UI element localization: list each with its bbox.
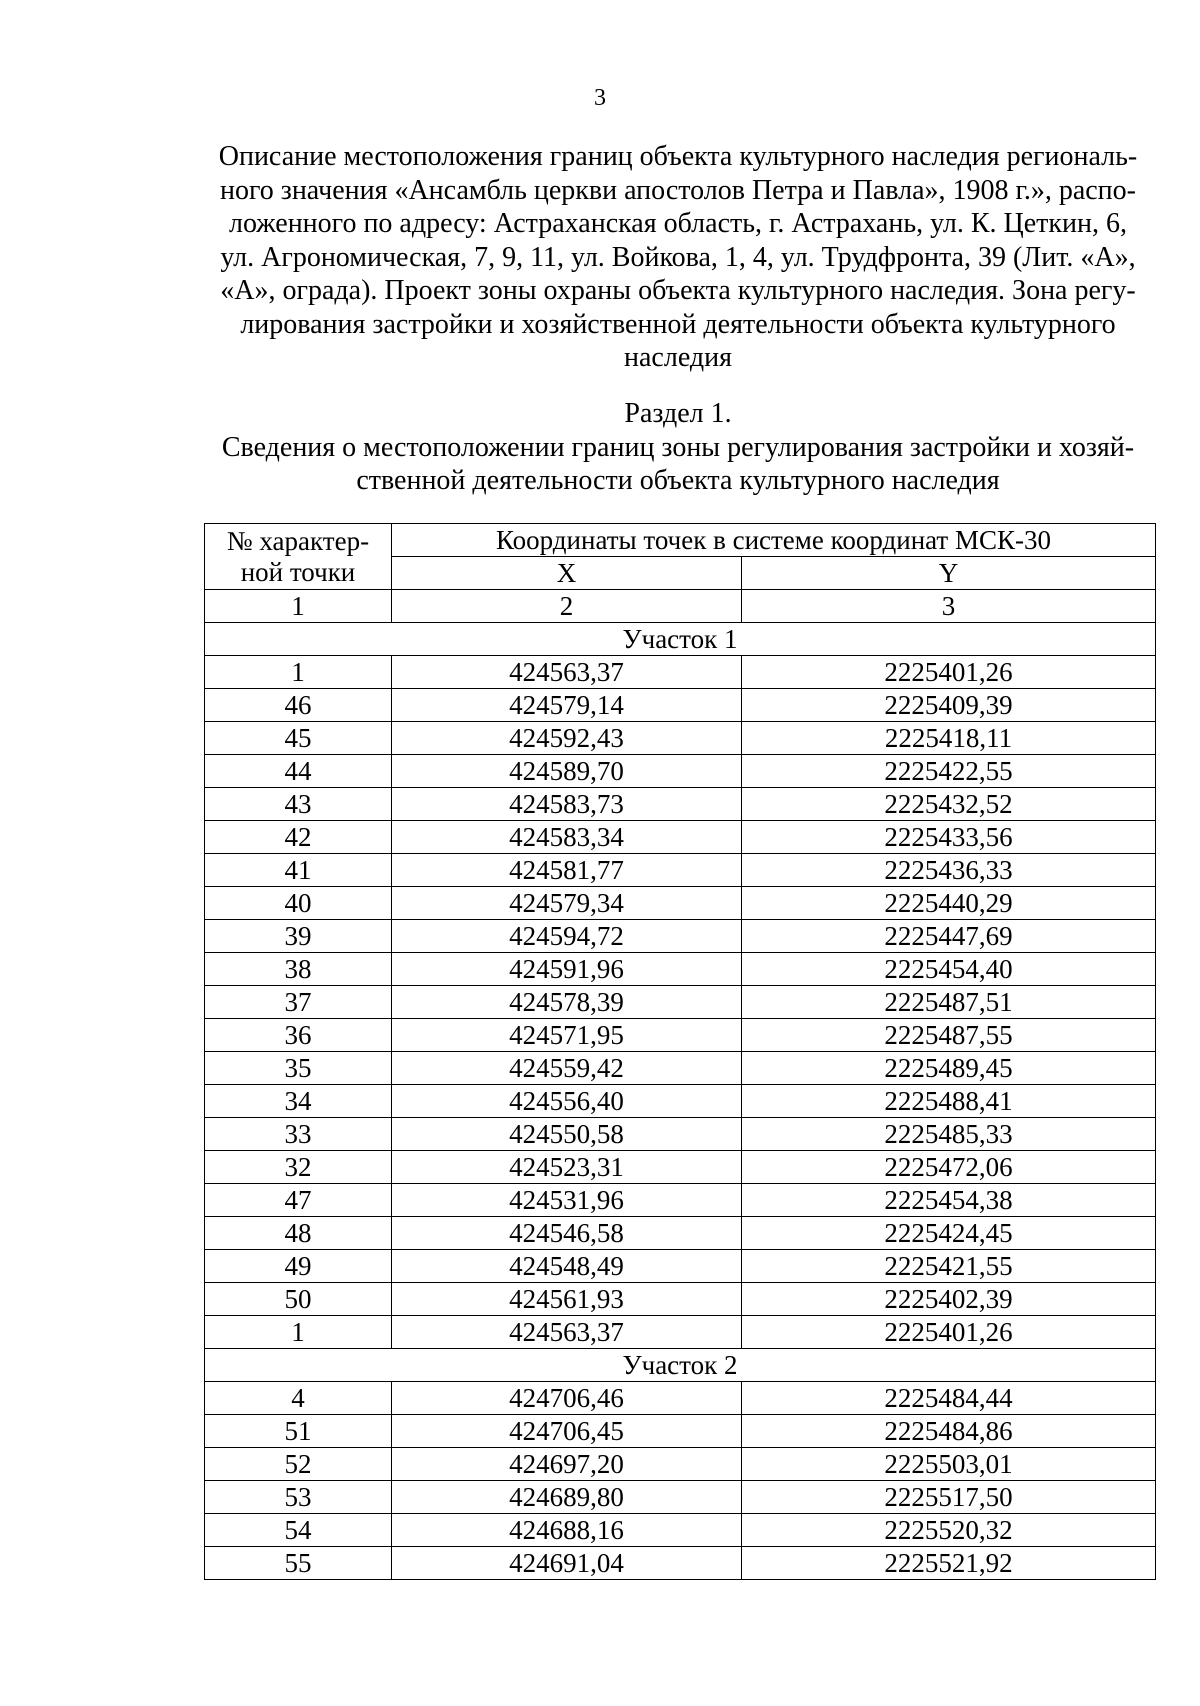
point-number-cell: 54 — [205, 1514, 392, 1547]
point-number-cell: 37 — [205, 986, 392, 1019]
table-row — [205, 788, 1156, 821]
y-coordinate-cell: 2225489,45 — [742, 1052, 1156, 1085]
y-coordinate-cell: 2225454,40 — [742, 953, 1156, 986]
y-coordinate-cell: 2225484,44 — [742, 1382, 1156, 1415]
y-coordinate-cell: 2225503,01 — [742, 1448, 1156, 1481]
header-point-line: № характер- — [226, 525, 370, 556]
x-coordinate-cell: 424579,14 — [392, 689, 742, 722]
y-coordinate-cell: 2225484,86 — [742, 1415, 1156, 1448]
point-number-cell: 40 — [205, 887, 392, 920]
y-coordinate-cell: 2225521,92 — [742, 1547, 1156, 1580]
y-coordinate-cell: 2225424,45 — [742, 1217, 1156, 1250]
table-row — [205, 1085, 1156, 1118]
x-coordinate-cell: 424531,96 — [392, 1184, 742, 1217]
description-line: ного значения «Ансамбль церкви апостолов Петра и Павла», 1908 г.», распо- — [219, 174, 1136, 206]
x-coordinate-cell: 424546,58 — [392, 1217, 742, 1250]
point-number-cell: 55 — [205, 1547, 392, 1580]
table-row — [205, 1481, 1156, 1514]
description-line: Описание местоположения границ объекта культурного наследия региональ- — [218, 141, 1138, 172]
y-coordinate-cell: 2225520,32 — [742, 1514, 1156, 1547]
section-title: Участок 2 — [205, 1349, 1156, 1382]
description-line: ложенного по адресу: Астраханская область, г. Астрахань, ул. К. Цеткин, 6, — [229, 208, 1127, 239]
table-row — [205, 656, 1156, 689]
point-number-cell: 44 — [205, 755, 392, 788]
point-number-cell: 39 — [205, 920, 392, 953]
table-row — [205, 1514, 1156, 1547]
x-coordinate-cell: 424561,93 — [392, 1283, 742, 1316]
table-row — [205, 722, 1156, 755]
x-coordinate-cell: 424706,45 — [392, 1415, 742, 1448]
table-row — [205, 1283, 1156, 1316]
point-number-cell: 47 — [205, 1184, 392, 1217]
point-number-cell: 45 — [205, 722, 392, 755]
table-row — [205, 887, 1156, 920]
table-row — [205, 953, 1156, 986]
y-coordinate-cell: 2225454,38 — [742, 1184, 1156, 1217]
point-number-cell: 51 — [205, 1415, 392, 1448]
x-coordinate-cell: 424579,34 — [392, 887, 742, 920]
table-row — [205, 1184, 1156, 1217]
y-coordinate-cell: 2225447,69 — [742, 920, 1156, 953]
table-row — [205, 1019, 1156, 1052]
y-coordinate-cell: 2225440,29 — [742, 887, 1156, 920]
page-number: 3 — [594, 85, 606, 111]
x-coordinate-cell: 424592,43 — [392, 722, 742, 755]
x-coordinate-cell: 424578,39 — [392, 986, 742, 1019]
column-number: 3 — [742, 590, 1156, 623]
description-line: наследия — [624, 342, 732, 373]
column-number-row — [205, 590, 1156, 623]
description-line: «А», ограда). Проект зоны охраны объекта культурного наследия. Зона регу- — [220, 275, 1136, 306]
point-number-cell: 1 — [205, 656, 392, 689]
x-coordinate-cell: 424688,16 — [392, 1514, 742, 1547]
x-coordinate-cell: 424581,77 — [392, 854, 742, 887]
point-number-cell: 34 — [205, 1085, 392, 1118]
section-title-row — [205, 1349, 1156, 1382]
document-description — [198, 140, 1158, 375]
y-coordinate-cell: 2225488,41 — [742, 1085, 1156, 1118]
x-coordinate-cell: 424548,49 — [392, 1250, 742, 1283]
x-coordinate-cell: 424594,72 — [392, 920, 742, 953]
x-coordinate-cell: 424697,20 — [392, 1448, 742, 1481]
point-number-cell: 35 — [205, 1052, 392, 1085]
point-number-cell: 41 — [205, 854, 392, 887]
y-coordinate-cell: 2225401,26 — [742, 656, 1156, 689]
description-line: лирования застройки и хозяйственной деятельности объекта культурного — [240, 308, 1116, 340]
point-number-cell: 49 — [205, 1250, 392, 1283]
point-number-cell: 52 — [205, 1448, 392, 1481]
table-row — [205, 1151, 1156, 1184]
table-row — [205, 854, 1156, 887]
point-number-cell: 1 — [205, 1316, 392, 1349]
x-coordinate-cell: 424706,46 — [392, 1382, 742, 1415]
point-number-cell: 36 — [205, 1019, 392, 1052]
x-coordinate-cell: 424523,31 — [392, 1151, 742, 1184]
point-number-cell: 4 — [205, 1382, 392, 1415]
table-row — [205, 1052, 1156, 1085]
point-number-cell: 50 — [205, 1283, 392, 1316]
table-header-row — [205, 524, 1156, 557]
y-coordinate-cell: 2225472,06 — [742, 1151, 1156, 1184]
x-coordinate-cell: 424689,80 — [392, 1481, 742, 1514]
table-row — [205, 1382, 1156, 1415]
y-coordinate-cell: 2225487,51 — [742, 986, 1156, 1019]
table-row — [205, 1415, 1156, 1448]
column-number: 1 — [205, 590, 392, 623]
section-heading — [198, 397, 1158, 498]
point-number-cell: 46 — [205, 689, 392, 722]
y-coordinate-cell: 2225409,39 — [742, 689, 1156, 722]
x-coordinate-cell: 424550,58 — [392, 1118, 742, 1151]
table-row — [205, 1547, 1156, 1580]
table-row — [205, 755, 1156, 788]
y-coordinate-cell: 2225517,50 — [742, 1481, 1156, 1514]
point-number-cell: 48 — [205, 1217, 392, 1250]
x-coordinate-cell: 424563,37 — [392, 656, 742, 689]
y-coordinate-cell: 2225402,39 — [742, 1283, 1156, 1316]
table-row — [205, 986, 1156, 1019]
table-row — [205, 821, 1156, 854]
section-title-line: Сведения о местоположении границ зоны регулирования застройки и хозяй- — [221, 431, 1135, 463]
point-number-cell: 53 — [205, 1481, 392, 1514]
point-number-cell: 33 — [205, 1118, 392, 1151]
section-title-line: ственной деятельности объекта культурного наследия — [356, 465, 1000, 496]
x-coordinate-cell: 424591,96 — [392, 953, 742, 986]
column-number: 2 — [392, 590, 742, 623]
x-coordinate-cell: 424559,42 — [392, 1052, 742, 1085]
y-coordinate-cell: 2225433,56 — [742, 821, 1156, 854]
y-coordinate-cell: 2225436,33 — [742, 854, 1156, 887]
y-coordinate-cell: 2225401,26 — [742, 1316, 1156, 1349]
point-number-cell: 43 — [205, 788, 392, 821]
header-y: Y — [742, 557, 1156, 590]
header-coordinates: Координаты точек в системе координат МСК-30 — [392, 524, 1156, 557]
table-row — [205, 1217, 1156, 1250]
description-line: ул. Агрономическая, 7, 9, 11, ул. Войкова, 1, 4, ул. Трудфронта, 39 (Лит. «А», — [220, 241, 1136, 273]
y-coordinate-cell: 2225418,11 — [742, 722, 1156, 755]
section-label: Раздел 1. — [624, 398, 732, 429]
y-coordinate-cell: 2225432,52 — [742, 788, 1156, 821]
x-coordinate-cell: 424563,37 — [392, 1316, 742, 1349]
point-number-cell: 38 — [205, 953, 392, 986]
table-row — [205, 920, 1156, 953]
x-coordinate-cell: 424691,04 — [392, 1547, 742, 1580]
point-number-cell: 32 — [205, 1151, 392, 1184]
x-coordinate-cell: 424583,34 — [392, 821, 742, 854]
x-coordinate-cell: 424556,40 — [392, 1085, 742, 1118]
coordinates-table — [204, 523, 1156, 1580]
table-row — [205, 1316, 1156, 1349]
table-row — [205, 1250, 1156, 1283]
table-row — [205, 1118, 1156, 1151]
y-coordinate-cell: 2225422,55 — [742, 755, 1156, 788]
header-point-number — [205, 524, 392, 590]
y-coordinate-cell: 2225487,55 — [742, 1019, 1156, 1052]
x-coordinate-cell: 424571,95 — [392, 1019, 742, 1052]
section-title: Участок 1 — [205, 623, 1156, 656]
section-title-row — [205, 623, 1156, 656]
point-number-cell: 42 — [205, 821, 392, 854]
header-x: X — [392, 557, 742, 590]
header-point-line: ной точки — [240, 556, 356, 587]
table-row — [205, 689, 1156, 722]
table-row — [205, 1448, 1156, 1481]
x-coordinate-cell: 424589,70 — [392, 755, 742, 788]
y-coordinate-cell: 2225421,55 — [742, 1250, 1156, 1283]
y-coordinate-cell: 2225485,33 — [742, 1118, 1156, 1151]
x-coordinate-cell: 424583,73 — [392, 788, 742, 821]
